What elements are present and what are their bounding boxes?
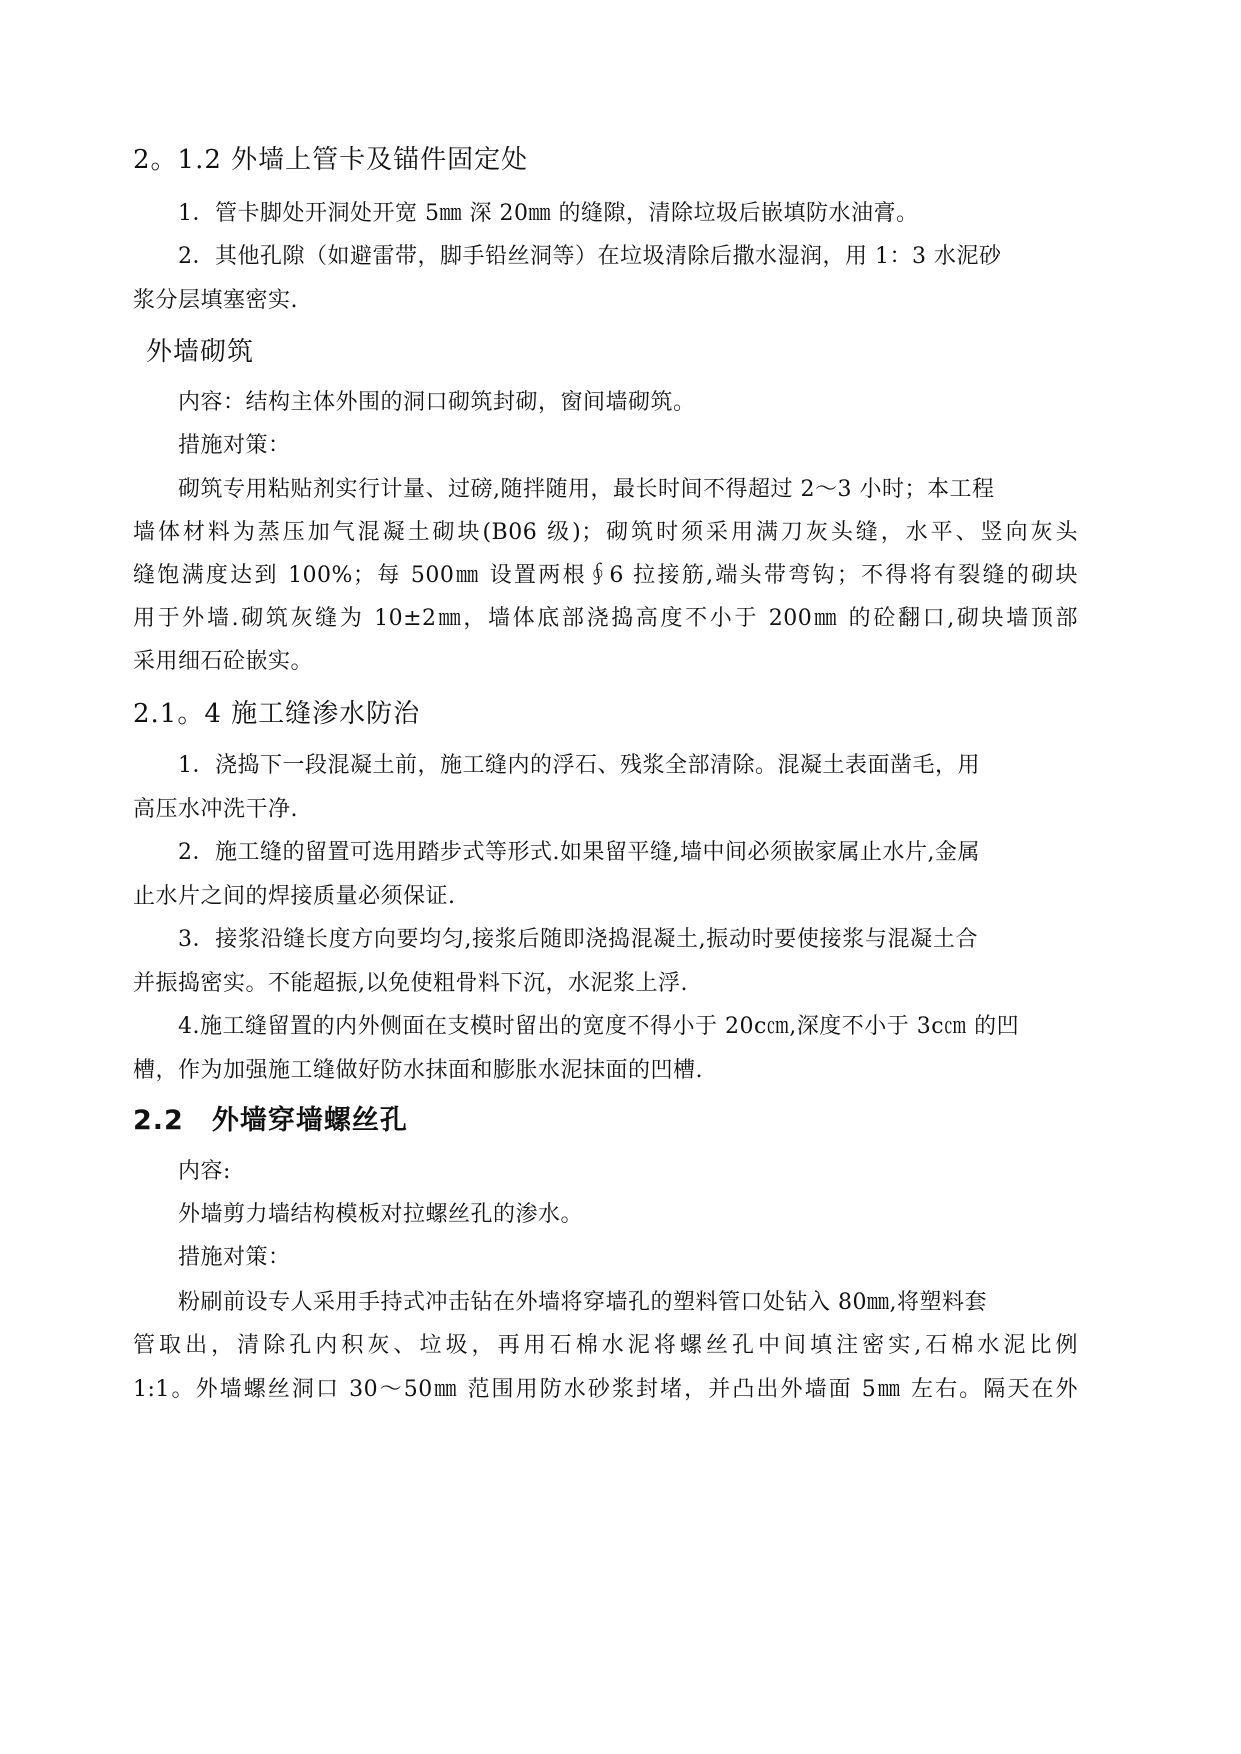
section-2-1-4-paragraph-2-line-1: 2．施工缝的留置可选用踏步式等形式.如果留平缝,墙中间必须嵌家属止水片,金属 bbox=[178, 840, 980, 865]
section-2-2-content: 外墙剪力墙结构模板对拉螺丝孔的渗水。 bbox=[178, 1202, 584, 1227]
masonry-measures-line-2: 墙体材料为蒸压加气混凝土砌块(B06 级)；砌筑时须采用满刀灰头缝，水平、竖向灰头 bbox=[133, 520, 1078, 545]
section-2-2-measures-label: 措施对策： bbox=[178, 1245, 291, 1270]
section-2-1-2-paragraph-2-line-1: 2．其他孔隙（如避雷带，脚手铅丝洞等）在垃圾清除后撒水湿润，用 1：3 水泥砂 bbox=[178, 244, 1002, 269]
section-2-1-4-paragraph-4-line-1: 4.施工缝留置的内外侧面在支模时留出的宽度不得小于 20c㎝,深度不小于 3c㎝ 的凹 bbox=[178, 1014, 1020, 1039]
section-2-2-measures-line-2: 管取出，清除孔内积灰、垃圾，再用石棉水泥将螺丝孔中间填注密实,石棉水泥比例 bbox=[133, 1333, 1078, 1358]
section-2-1-4-paragraph-1-line-1: 1．浇捣下一段混凝土前，施工缝内的浮石、残浆全部清除。混凝土表面凿毛，用 bbox=[178, 753, 980, 778]
section-2-1-4-paragraph-2-line-2: 止水片之间的焊接质量必须保证. bbox=[133, 884, 456, 909]
masonry-measures-label: 措施对策： bbox=[178, 433, 291, 458]
section-2-2-title: 2.2 外墙穿墙螺丝孔 bbox=[133, 1105, 408, 1136]
section-2-1-4-paragraph-3-line-2: 并振捣密实。不能超振,以免使粗骨料下沉，水泥浆上浮. bbox=[133, 971, 688, 996]
section-2-2-measures-line-3: 1:1。外墙螺丝洞口 30～50㎜ 范围用防水砂浆封堵，并凸出外墙面 5㎜ 左右。隔天在外 bbox=[133, 1377, 1078, 1402]
section-2-2-content-label: 内容: bbox=[178, 1159, 231, 1184]
section-2-1-4-paragraph-3-line-1: 3．接浆沿缝长度方向要均匀,接浆后随即浇捣混凝土,振动时要使接浆与混凝土合 bbox=[178, 927, 978, 952]
section-2-1-2-paragraph-2-line-2: 浆分层填塞密实. bbox=[133, 288, 298, 313]
masonry-measures-line-5: 采用细石砼嵌实。 bbox=[133, 649, 314, 674]
masonry-measures-line-3: 缝饱满度达到 100%；每 500㎜ 设置两根∮6 拉接筋,端头带弯钩；不得将有裂缝的砌块 bbox=[133, 563, 1078, 588]
section-2-1-2-paragraph-1: 1．管卡脚处开洞处开宽 5㎜ 深 20㎜ 的缝隙，清除垃圾后嵌填防水油膏。 bbox=[178, 201, 919, 226]
masonry-measures-line-1: 砌筑专用粘贴剂实行计量、过磅,随拌随用，最长时间不得超过 2～3 小时；本工程 bbox=[178, 477, 995, 502]
section-2-1-4-paragraph-1-line-2: 高压水冲洗干净. bbox=[133, 797, 298, 822]
section-2-1-4-paragraph-4-line-2: 槽，作为加强施工缝做好防水抹面和膨胀水泥抹面的凹槽. bbox=[133, 1058, 703, 1083]
masonry-measures-line-4: 用于外墙.砌筑灰缝为 10±2㎜，墙体底部浇捣高度不小于 200㎜ 的砼翻口,砌块墙顶部 bbox=[133, 606, 1078, 631]
masonry-section-title: 外墙砌筑 bbox=[146, 337, 255, 367]
section-2-1-4-title: 2.1。4 施工缝渗水防治 bbox=[133, 699, 421, 729]
masonry-content: 内容：结构主体外围的洞口砌筑封砌，窗间墙砌筑。 bbox=[178, 390, 696, 415]
section-2-2-measures-line-1: 粉刷前设专人采用手持式冲击钻在外墙将穿墙孔的塑料管口处钻入 80㎜,将塑料套 bbox=[178, 1290, 987, 1315]
section-2-1-2-title: 2。1.2 外墙上管卡及锚件固定处 bbox=[133, 145, 529, 175]
